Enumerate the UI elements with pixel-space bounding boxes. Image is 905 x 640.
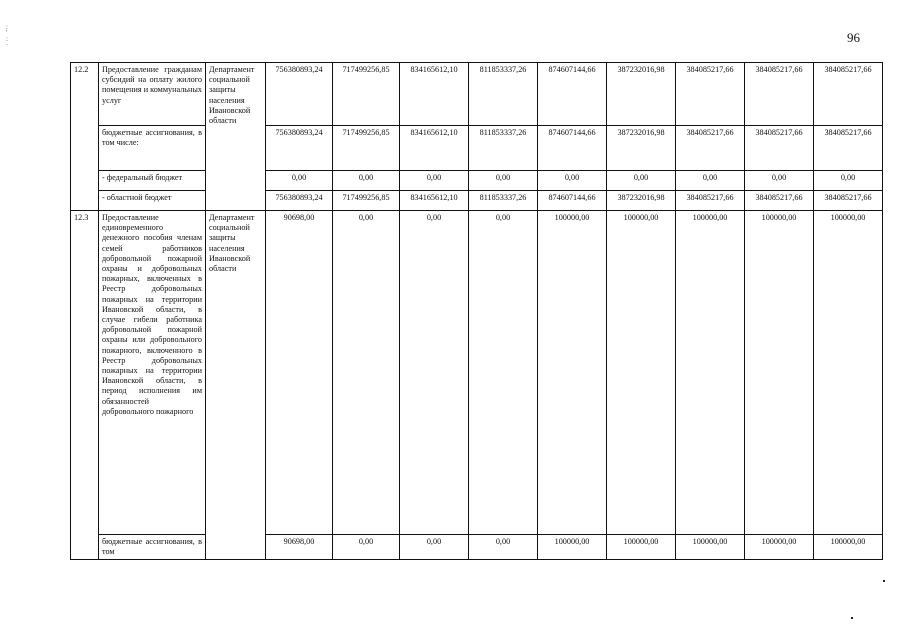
value-cell: 0,00 [538, 171, 607, 191]
value-cell: 0,00 [266, 171, 333, 191]
value-cell: 100000,00 [607, 535, 676, 560]
value-cell: 756380893,24 [266, 126, 333, 171]
row-code: 12.3 [71, 211, 99, 560]
value-cell: 384085217,66 [745, 191, 814, 211]
row-department: Департамент социальной защиты населения Ивановской области [206, 211, 266, 560]
value-cell: 100000,00 [814, 535, 883, 560]
value-cell: 384085217,66 [745, 63, 814, 126]
value-cell: 0,00 [400, 211, 469, 535]
table-row [71, 535, 883, 560]
table-row [71, 191, 883, 211]
value-cell: 717499256,85 [333, 126, 400, 171]
value-cell: 100000,00 [814, 211, 883, 535]
value-cell: 0,00 [333, 211, 400, 535]
value-cell: 100000,00 [538, 211, 607, 535]
value-cell: 834165612,10 [400, 63, 469, 126]
value-cell: 0,00 [333, 535, 400, 560]
value-cell: 756380893,24 [266, 191, 333, 211]
value-cell: 387232016,98 [607, 63, 676, 126]
value-cell: 834165612,10 [400, 191, 469, 211]
row-sub-label: бюджетные ассигнования, в том числе: [99, 126, 206, 171]
table-row [71, 171, 883, 191]
value-cell: 0,00 [469, 211, 538, 535]
value-cell: 0,00 [469, 171, 538, 191]
value-cell: 100000,00 [745, 535, 814, 560]
row-description: Предоставление единовременного денежного пособия членам семей работников добровольной пожарной охраны и добровольных пожарных, включенных в Реестр добровольных пожарных на территории Ивановской области, в случае гибели работника добровольной пожарной охраны или добровольного пожарного, включенного в Реестр добровольных пожарных на территории Ивановской области, в период исполнения им обязанностей добровольного пожарного [99, 211, 206, 535]
value-cell: 384085217,66 [676, 191, 745, 211]
budget-table [70, 62, 883, 560]
value-cell: 384085217,66 [676, 126, 745, 171]
value-cell: 384085217,66 [745, 126, 814, 171]
value-cell: 387232016,98 [607, 191, 676, 211]
table-row [71, 126, 883, 171]
value-cell: 384085217,66 [814, 191, 883, 211]
value-cell: 717499256,85 [333, 191, 400, 211]
value-cell: 0,00 [814, 171, 883, 191]
value-cell: 874607144,66 [538, 63, 607, 126]
value-cell: 384085217,66 [676, 63, 745, 126]
scan-dot [851, 617, 853, 619]
value-cell: 0,00 [469, 535, 538, 560]
value-cell: 0,00 [333, 171, 400, 191]
scan-dot [883, 580, 885, 582]
row-description: Предоставление гражданам субсидий на оплату жилого помещения и коммунальных услуг [99, 63, 206, 126]
value-cell: 811853337,26 [469, 63, 538, 126]
value-cell: 384085217,66 [814, 126, 883, 171]
value-cell: 811853337,26 [469, 126, 538, 171]
value-cell: 874607144,66 [538, 126, 607, 171]
value-cell: 0,00 [745, 171, 814, 191]
row-department: Департамент социальной защиты населения Ивановской области [206, 63, 266, 211]
value-cell: 0,00 [400, 171, 469, 191]
row-sub-label: - федеральный бюджет [99, 171, 206, 191]
value-cell: 100000,00 [676, 535, 745, 560]
value-cell: 0,00 [400, 535, 469, 560]
value-cell: 100000,00 [607, 211, 676, 535]
value-cell: 0,00 [676, 171, 745, 191]
value-cell: 90698,00 [266, 535, 333, 560]
value-cell: 100000,00 [676, 211, 745, 535]
row-code: 12.2 [71, 63, 99, 211]
value-cell: 0,00 [607, 171, 676, 191]
value-cell: 384085217,66 [814, 63, 883, 126]
value-cell: 811853337,26 [469, 191, 538, 211]
value-cell: 756380893,24 [266, 63, 333, 126]
page-number: 96 [847, 30, 860, 45]
row-sub-label: бюджетные ассигнования, в том [99, 535, 206, 560]
value-cell: 834165612,10 [400, 126, 469, 171]
value-cell: 387232016,98 [607, 126, 676, 171]
value-cell: 100000,00 [745, 211, 814, 535]
value-cell: 717499256,85 [333, 63, 400, 126]
margin-scan-mark: : ' : · [6, 24, 9, 49]
value-cell: 90698,00 [266, 211, 333, 535]
value-cell: 874607144,66 [538, 191, 607, 211]
value-cell: 100000,00 [538, 535, 607, 560]
table-row [71, 63, 883, 126]
row-sub-label: - областной бюджет [99, 191, 206, 211]
table-row [71, 211, 883, 535]
